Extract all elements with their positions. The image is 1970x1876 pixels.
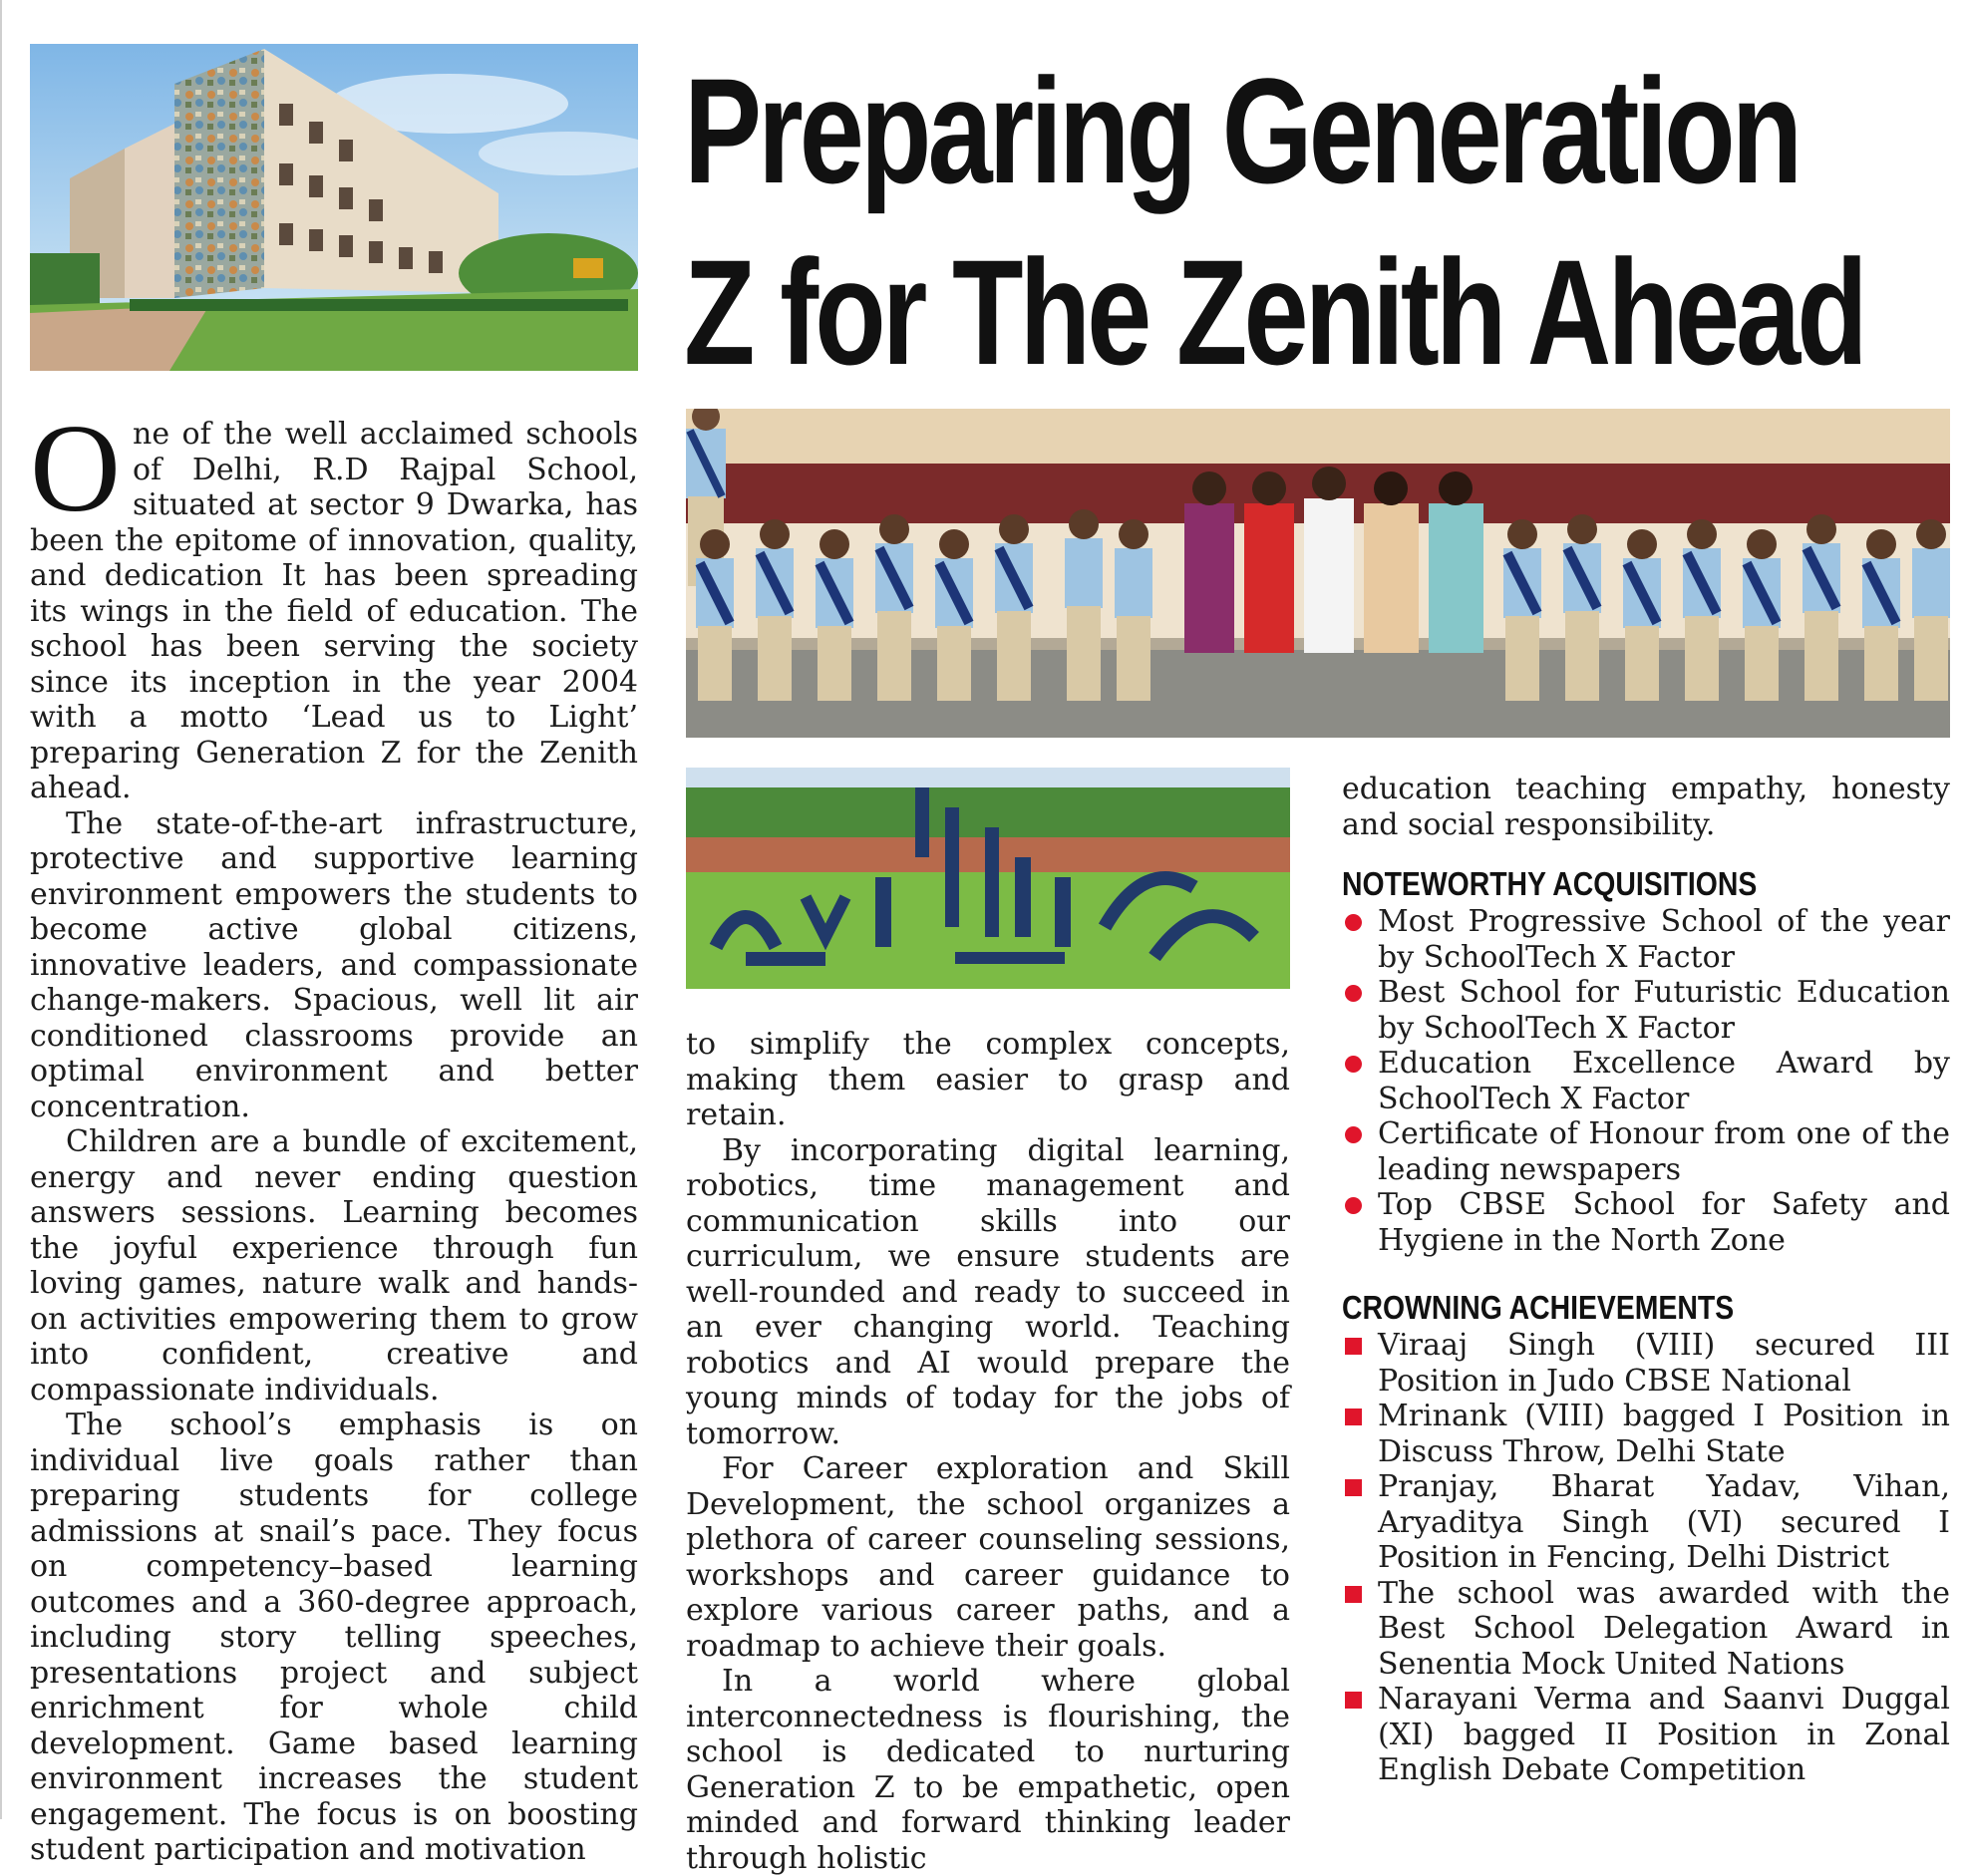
paragraph-career: For Career exploration and Skill Development, the school organizes a plethora of career counseling sessions, workshops and career guidance to explore various career paths, and a roadmap to achieve their goals.	[686, 1451, 1290, 1664]
acquisitions-list	[1342, 904, 1950, 1258]
yoga-activity-photo	[686, 768, 1290, 989]
achievements-list	[1342, 1328, 1950, 1788]
list-item: Narayani Verma and Saanvi Duggal (XI) bagged II Position in Zonal English Debate Competition	[1342, 1682, 1950, 1788]
school-building-photo	[30, 44, 638, 371]
paragraph-global: In a world where global interconnectedness is flourishing, the school is dedicated to nurturing Generation Z to be empathetic, open minded and forward thinking leader through holistic	[686, 1664, 1290, 1876]
list-item: Pranjay, Bharat Yadav, Vihan, Aryaditya Singh (VI) secured I Position in Fencing, Delhi District	[1342, 1469, 1950, 1576]
list-item: Best School for Futuristic Education by SchoolTech X Factor	[1342, 975, 1950, 1046]
intro-text: ne of the well acclaimed schools of Delhi, R.D Rajpal School, situated at sector 9 Dwarka, has been the epitome of innovation, quality, and dedication It has been spreading its wings in the field of education. The school has been serving the society since its inception in the year 2004 with a motto ‘Lead us to Light’ preparing Generation Z for the Zenith ahead.	[30, 417, 638, 805]
paragraph-infrastructure: The state-of-the-art infrastructure, protective and supportive learning environment empowers the students to become active global citizens, innovative leaders, and compassionate change-makers. Spacious, well lit air conditioned classrooms provide an optimal environment and better concentration.	[30, 805, 638, 1124]
list-item: Certificate of Honour from one of the leading newspapers	[1342, 1116, 1950, 1187]
column-3	[1342, 772, 1950, 1788]
drop-cap: O	[30, 400, 121, 538]
headline	[684, 40, 1864, 403]
column-1	[30, 400, 638, 1868]
intro-paragraph	[30, 400, 638, 806]
achievements-heading: CROWNING ACHIEVEMENTS	[1342, 1289, 1735, 1326]
paragraph-emphasis: The school’s emphasis is on individual live goals rather than preparing students for college admissions at snail’s pace. They focus on competency–based learning outcomes and a 360-degree approach, including story telling speeches, presentations project and subject enrichment for whole child development. Game based learning environment increases the student engagement. The focus is on boosting student participation and motivation	[30, 1407, 638, 1867]
list-item: Mrinank (VIII) bagged I Position in Discuss Throw, Delhi State	[1342, 1399, 1950, 1469]
list-item: Viraaj Singh (VIII) secured III Position in Judo CBSE National	[1342, 1328, 1950, 1399]
paragraph-education: education teaching empathy, honesty and social responsibility.	[1342, 772, 1950, 842]
list-item: Top CBSE School for Safety and Hygiene in the North Zone	[1342, 1187, 1950, 1258]
investiture-ceremony-photo	[686, 409, 1950, 738]
list-item: The school was awarded with the Best School Delegation Award in Senentia Mock United Nations	[1342, 1576, 1950, 1683]
paragraph-children: Children are a bundle of excitement, energy and never ending question answers sessions. Learning becomes the joyful experience through fun loving games, nature walk and hands-on activities empowering them to grow into confident, creative and compassionate individuals.	[30, 1124, 638, 1407]
column-2	[686, 1027, 1290, 1876]
list-item: Education Excellence Award by SchoolTech X Factor	[1342, 1046, 1950, 1116]
paragraph-digital-learning: By incorporating digital learning, robotics, time management and communication skills into our curriculum, we ensure students are well-rounded and ready to succeed in an ever changing world. Teaching robotics and AI would prepare the young minds of today for the jobs of tomorrow.	[686, 1132, 1290, 1451]
page-left-rule	[0, 0, 2, 1819]
acquisitions-heading: NOTEWORTHY ACQUISITIONS	[1342, 865, 1758, 902]
list-item: Most Progressive School of the year by SchoolTech X Factor	[1342, 904, 1950, 975]
headline-line-2: Z for The Zenith Ahead	[684, 228, 1864, 396]
headline-line-1: Preparing Generation	[684, 47, 1800, 214]
paragraph-simplify: to simplify the complex concepts, making them easier to grasp and retain.	[686, 1027, 1290, 1132]
